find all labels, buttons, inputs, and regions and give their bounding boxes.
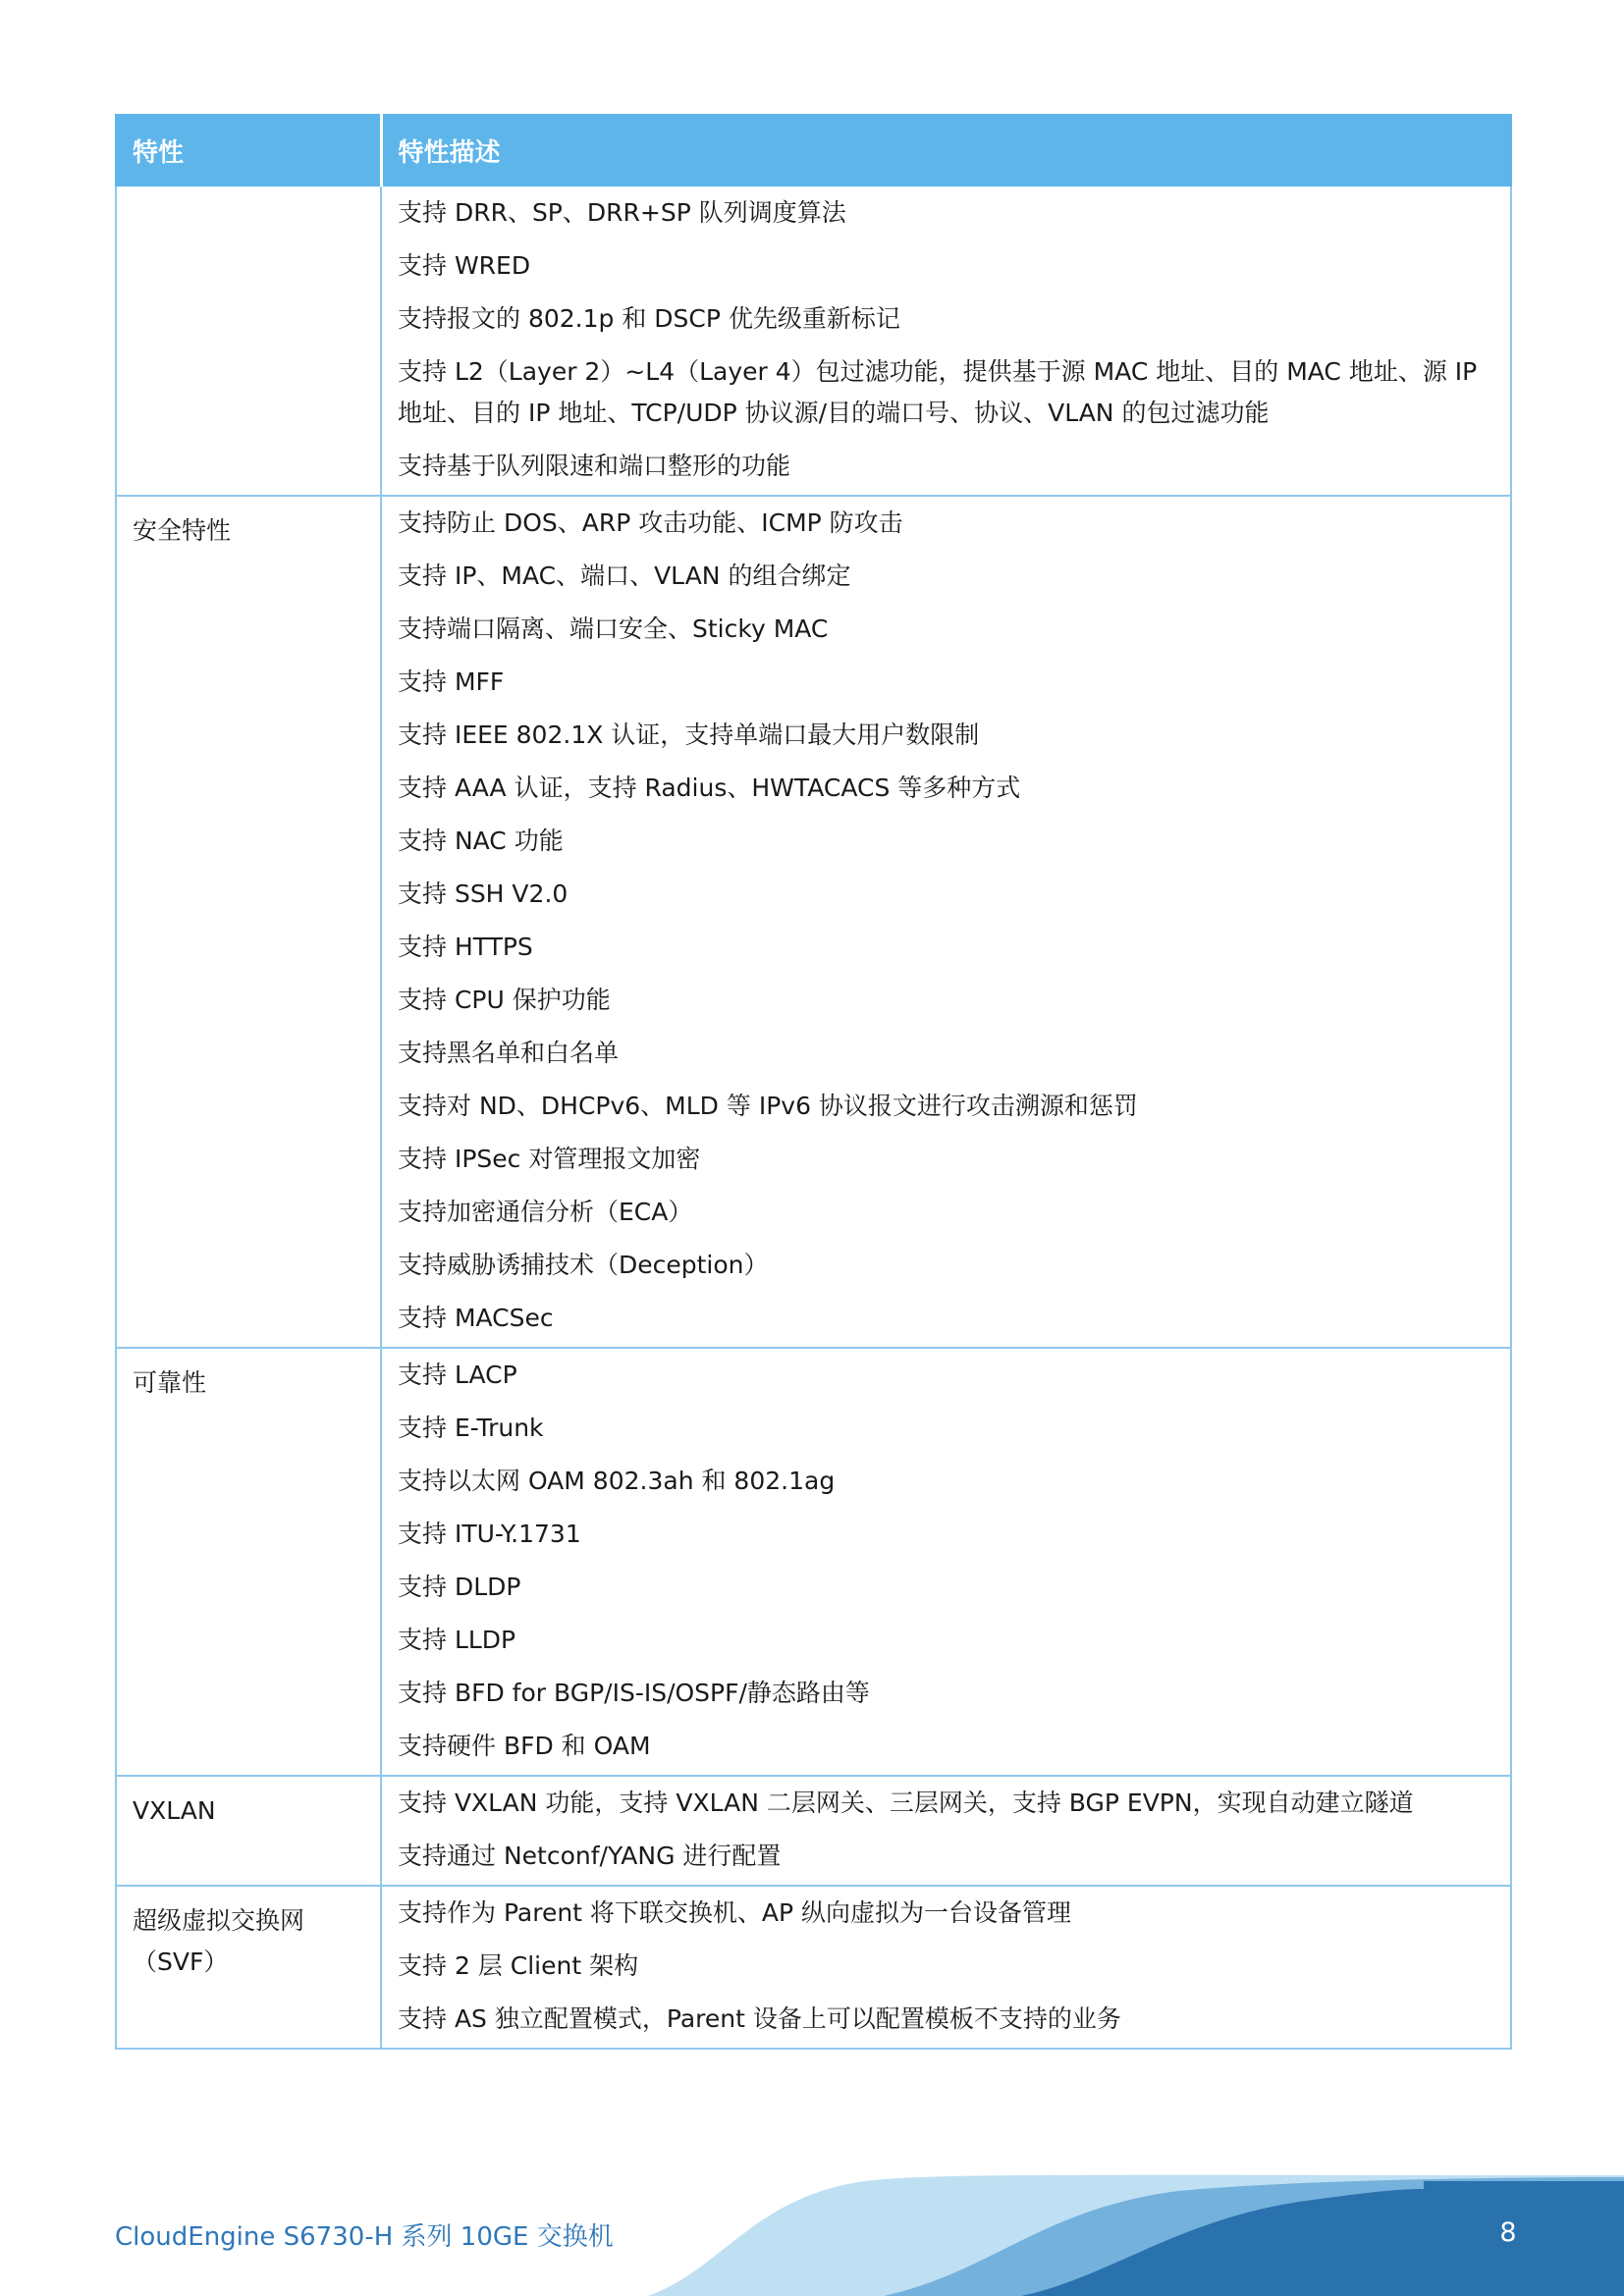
feature-description-item: 支持端口隔离、端口安全、Sticky MAC: [398, 614, 829, 643]
page-number: 8: [1499, 2217, 1517, 2248]
table-row: [116, 1348, 1511, 1776]
feature-description-item: 支持 BFD for BGP/IS-IS/OSPF/静态路由等: [398, 1679, 870, 1707]
feature-description-item: 支持作为 Parent 将下联交换机、AP 纵向虚拟为一台设备管理: [398, 1898, 1072, 1927]
feature-cell: 可靠性: [116, 1348, 381, 1776]
feature-description-item: 支持 AS 独立配置模式，Parent 设备上可以配置模板不支持的业务: [398, 2004, 1121, 2033]
feature-description-item: 支持基于队列限速和端口整形的功能: [398, 452, 791, 480]
feature-description-item: 支持对 ND、DHCPv6、MLD 等 IPv6 协议报文进行攻击溯源和惩罚: [398, 1092, 1138, 1120]
feature-description-item: 支持 LLDP: [398, 1626, 516, 1654]
feature-cell: 超级虚拟交换网（SVF）: [116, 1886, 381, 2049]
feature-description-item: 支持防止 DOS、ARP 攻击功能、ICMP 防攻击: [398, 508, 903, 537]
table-row: [116, 496, 1511, 1348]
table-header-row: [116, 115, 1511, 186]
description-cell: [381, 186, 1511, 496]
feature-description-item: 支持 CPU 保护功能: [398, 986, 611, 1014]
footer-title: CloudEngine S6730-H 系列 10GE 交换机: [115, 2222, 614, 2252]
description-cell: [381, 496, 1511, 1348]
feature-description-item: 支持 LACP: [398, 1361, 517, 1389]
feature-cell: VXLAN: [116, 1776, 381, 1886]
feature-description-item: 支持 WRED: [398, 251, 531, 280]
feature-description-item: 支持 IP、MAC、端口、VLAN 的组合绑定: [398, 561, 851, 590]
feature-description-item: 支持 MACSec: [398, 1304, 554, 1332]
feature-description-item: 支持 ITU-Y.1731: [398, 1520, 581, 1548]
feature-description-item: 支持 L2（Layer 2）~L4（Layer 4）包过滤功能，提供基于源 MAC 地址、目的 MAC 地址、源 IP 地址、目的 IP 地址、TCP/UDP 协议源/目的端口号、协议、VLAN 的包过滤功能: [398, 357, 1478, 427]
table-row: [116, 186, 1511, 496]
header-feature: 特性: [116, 115, 381, 186]
feature-description-item: 支持 DLDP: [398, 1573, 521, 1601]
feature-description-item: 支持 HTTPS: [398, 933, 533, 961]
feature-description-item: 支持 VXLAN 功能，支持 VXLAN 二层网关、三层网关，支持 BGP EVPN，实现自动建立隧道: [398, 1789, 1414, 1817]
table-row: [116, 1886, 1511, 2049]
feature-description-item: 支持 IEEE 802.1X 认证，支持单端口最大用户数限制: [398, 721, 980, 749]
feature-cell: [116, 186, 381, 496]
feature-description-item: 支持 MFF: [398, 667, 505, 696]
feature-description-item: 支持 DRR、SP、DRR+SP 队列调度算法: [398, 198, 846, 227]
description-cell: [381, 1776, 1511, 1886]
spec-table: [115, 114, 1512, 2050]
description-cell: [381, 1348, 1511, 1776]
feature-description-item: 支持 2 层 Client 架构: [398, 1951, 639, 1980]
feature-description-item: 支持 SSH V2.0: [398, 880, 568, 908]
feature-description-item: 支持 AAA 认证，支持 Radius、HWTACACS 等多种方式: [398, 774, 1021, 802]
feature-description-item: 支持通过 Netconf/YANG 进行配置: [398, 1842, 782, 1870]
feature-description-item: 支持黑名单和白名单: [398, 1039, 620, 1067]
header-description: 特性描述: [381, 115, 1511, 186]
feature-description-item: 支持报文的 802.1p 和 DSCP 优先级重新标记: [398, 304, 900, 333]
feature-cell: 安全特性: [116, 496, 381, 1348]
table-body: [116, 186, 1511, 2049]
feature-description-item: 支持 E-Trunk: [398, 1414, 544, 1442]
feature-description-item: 支持 NAC 功能: [398, 827, 564, 855]
feature-description-item: 支持硬件 BFD 和 OAM: [398, 1732, 651, 1760]
feature-description-item: 支持以太网 OAM 802.3ah 和 802.1ag: [398, 1467, 836, 1495]
table-row: [116, 1776, 1511, 1886]
feature-description-item: 支持威胁诱捕技术（Deception）: [398, 1251, 769, 1279]
feature-description-item: 支持 IPSec 对管理报文加密: [398, 1145, 701, 1173]
description-cell: [381, 1886, 1511, 2049]
feature-description-item: 支持加密通信分析（ECA）: [398, 1198, 693, 1226]
